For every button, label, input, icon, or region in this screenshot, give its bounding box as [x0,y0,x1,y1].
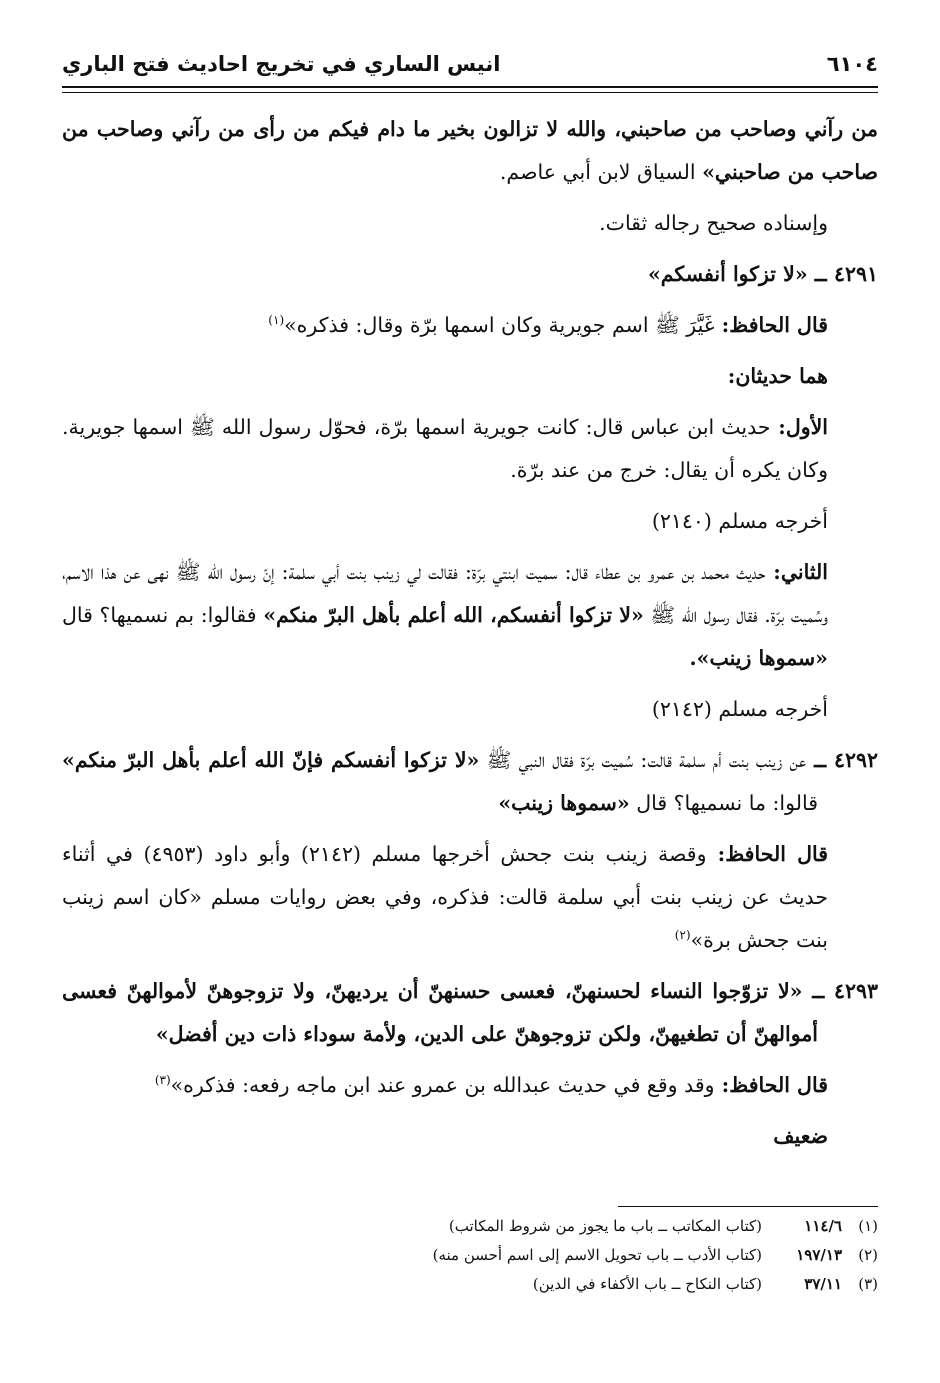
header-rule [62,86,878,88]
takhrij: أخرجه مسلم (٢١٤٠) [651,509,828,533]
section-heading: هما حديثان: [727,364,828,388]
footnote-ref: (١) [268,313,285,328]
footnote: (٣) ٣٧/١١ (كتاب النكاح ــ باب الأكفاء في الدين) [532,1275,878,1293]
paragraph: من رآني وصاحب من صاحبني، والله لا تزالون بخير ما دام فيكم من رأى من رآني وصاحب من صاحب من صاحبني» السياق لابن أبي عاصم. [62,117,878,184]
footnote-ref: (٢) [674,928,691,943]
page-number: ٦١٠٤ [826,52,878,76]
footnotes [62,1212,878,1299]
hafiz-comment: قال الحافظ: وقد وقع في حديث عبدالله بن عمرو عند ابن ماجه رفعه: فذكره»$^{(٣)}$ [154,1073,828,1097]
hadith-4292: ٤٢٩٢ ــ عن زينب بنت أم سلمة قالت: سُميت برّة فقال النبي ﷺ «لا تزكوا أنفسكم فإنّ الله أعلم بأهل البرّ منكم» قالوا: ما نسميها؟ قال «سموها زينب» [62,748,878,815]
header-rule-thin [62,92,878,93]
paragraph: الثاني: حديث محمد بن عمرو بن عطاء قال: سميت ابنتي برّة: فقالت لي زينب بنت أبي سلمة: إنّ رسول الله ﷺ نهى عن هذا الاسم، وسُميت برّة. فقال رسول الله ﷺ «لا تزكوا أنفسكم، الله أعلم بأهل البرّ منكم» فقالوا: بم نسميها؟ قال «سموها زينب». [62,560,828,670]
page-header [62,44,878,84]
hadith-4291: ٤٢٩١ ــ «لا تزكوا أنفسكم» [647,262,878,286]
hafiz-comment: قال الحافظ: وقصة زينب بنت جحش أخرجها مسلم (٢١٤٢) وأبو داود (٤٩٥٣) في أثناء حديث عن زينب بنت أبي سلمة قالت: فذكره، وفي بعض روايات مسلم «كان اسم زينب بنت جحش برة»$^{(٢)}$ [62,842,829,952]
book-title: انيس الساري في تخريج احاديث فتح الباري [62,52,501,76]
page-body [62,108,878,1166]
footnote: (٢) ١٩٧/١٣ (كتاب الأدب ــ باب تحويل الاسم إلى اسم أحسن منه) [432,1246,878,1264]
hadith-4293: ٤٢٩٣ ــ «لا تزوّجوا النساء لحسنهنّ، فعسى حسنهنّ أن يرديهنّ، ولا تزوجوهنّ لأموالهنّ فعسى أموالهنّ أن تطغيهنّ، ولكن تزوجوهنّ على الدين، ولأمة سوداء ذات دين أفضل» [62,979,878,1046]
paragraph: وإسناده صحيح رجاله ثقات. [599,211,828,235]
takhrij: أخرجه مسلم (٢١٤٢) [651,697,828,721]
grading: ضعيف [773,1124,828,1148]
footnote-ref: (٣) [154,1073,171,1088]
footnote-rule [618,1206,878,1207]
footnote: (١) ١١٤/٦ (كتاب المكاتب ــ باب ما يجوز من شروط المكاتب) [448,1217,878,1235]
paragraph: الأول: حديث ابن عباس قال: كانت جويرية اسمها برّة، فحوّل رسول الله ﷺ اسمها جويرية. وكان يكره أن يقال: خرج من عند برّة. [62,415,828,482]
hafiz-comment: قال الحافظ: غَيَّرَ ﷺ اسم جويرية وكان اسمها برّة وقال: فذكره»$^{(١)}$ [268,313,828,337]
